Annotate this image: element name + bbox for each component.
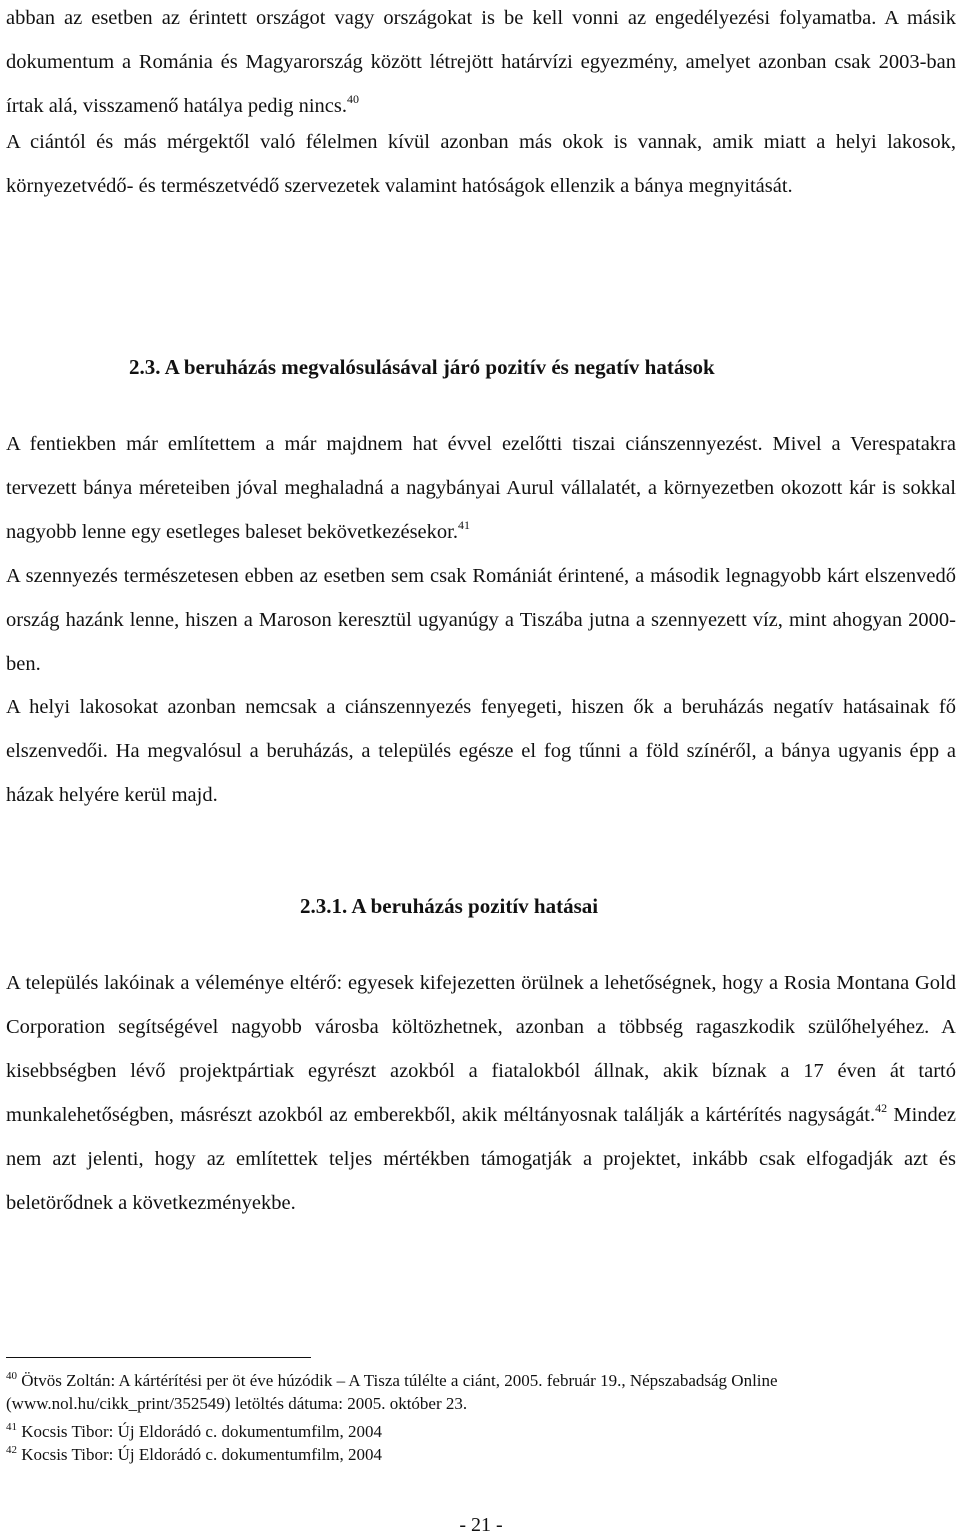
paragraph-second-damage — [6, 554, 956, 686]
footnote-number: 41 — [6, 1421, 17, 1433]
paragraph-text: A település lakóinak a véleménye eltérő: egyesek kifejezetten örülnek a lehetőségnek, hogy a Rosia Montana Gold Corporation segítségével nagyobb városba költözhetnek, azonban a többség ragaszkodik szülőhelyéhez. A kisebbségben lévő projektpártiak egyrészt azokból a fiatalokból állnak, akik bíznak a 17 éven át tartó munkalehetőségben, másrészt azokból az emberekből, akik méltányosnak találják a kártérítés nagyságát. — [6, 972, 956, 1126]
paragraph-positive-effects — [6, 961, 956, 1225]
footnote-40 — [6, 1369, 956, 1415]
paragraph-text: abban az esetben az érintett országot vagy országokat is be kell vonni az engedélyezési folyamatba. A másik dokumentum a Románia és Magyarország között létrejött határvízi egyezmény, amelyet azonban csak 2003-ban írtak alá, visszamenő hatálya pedig nincs. — [6, 7, 956, 117]
paragraph-opposition-reasons — [6, 120, 956, 208]
paragraph-local-residents — [6, 685, 956, 817]
page-number: - 21 - — [459, 1514, 503, 1536]
footnote-42 — [6, 1443, 956, 1466]
paragraph-text: A szennyezés természetesen ebben az esetben sem csak Romániát érintené, a második legnagyobb kárt elszenvedő ország hazánk lenne, hiszen a Maroson keresztül ugyanúgy a Tiszába jutna a szennyezett víz, mint ahogyan 2000-ben. — [6, 565, 956, 675]
paragraph-text: A ciántól és más mérgektől való félelmen kívül azonban más okok is vannak, amik miatt a helyi lakosok, környezetvédő- és természetvédő szervezetek valamint hatóságok ellenzik a bánya megnyitását. — [6, 131, 956, 197]
paragraph-text: Mindez nem azt jelenti, hogy az említettek teljes mértékben támogatják a projektet, inkább csak elfogadják azt és beletörődnek a következményekbe. — [6, 1104, 957, 1214]
footnote-text: Kocsis Tibor: Új Eldorádó c. dokumentumfilm, 2004 — [21, 1445, 383, 1464]
paragraph-permit-process — [6, 0, 956, 128]
paragraph-text: A helyi lakosokat azonban nemcsak a ciánszennyezés fenyegeti, hiszen ők a beruházás negatív hatásainak fő elszenvedői. Ha megvalósul a beruházás, a település egésze el fog tűnni a föld színéről, a bánya ugyanis épp a házak helyére kerül majd. — [6, 696, 956, 806]
footnote-ref-42[interactable]: 42 — [875, 1101, 888, 1115]
section-heading-2-3: 2.3. A beruházás megvalósulásával járó pozitív és negatív hatások — [129, 355, 715, 379]
section-heading-2-3-1: 2.3.1. A beruházás pozitív hatásai — [300, 894, 599, 918]
footnote-number: 42 — [6, 1444, 17, 1456]
footnote-separator — [6, 1357, 311, 1358]
footnote-number: 40 — [6, 1370, 17, 1382]
footnote-text: Kocsis Tibor: Új Eldorádó c. dokumentumfilm, 2004 — [21, 1422, 383, 1441]
footnote-text: Ötvös Zoltán: A kártérítési per öt éve húzódik – A Tisza túlélte a ciánt, 2005. február 19., Népszabadság Online (www.nol.hu/cikk_print/352549) letöltés dátuma: 2005. október 23. — [6, 1371, 778, 1413]
paragraph-cyanide-pollution — [6, 422, 956, 554]
footnote-ref-40[interactable]: 40 — [346, 92, 359, 106]
footnote-ref-41[interactable]: 41 — [457, 518, 470, 532]
footnote-41 — [6, 1420, 956, 1443]
paragraph-text: A fentiekben már említettem a már majdnem hat évvel ezelőtti tiszai ciánszennyezést. Mivel a Verespatakra tervezett bánya méreteiben jóval meghaladná a nagybányai Aurul vállalatét, a környezetben okozott kár is sokkal nagyobb lenne egy esetleges baleset bekövetkezésekor. — [6, 433, 956, 543]
